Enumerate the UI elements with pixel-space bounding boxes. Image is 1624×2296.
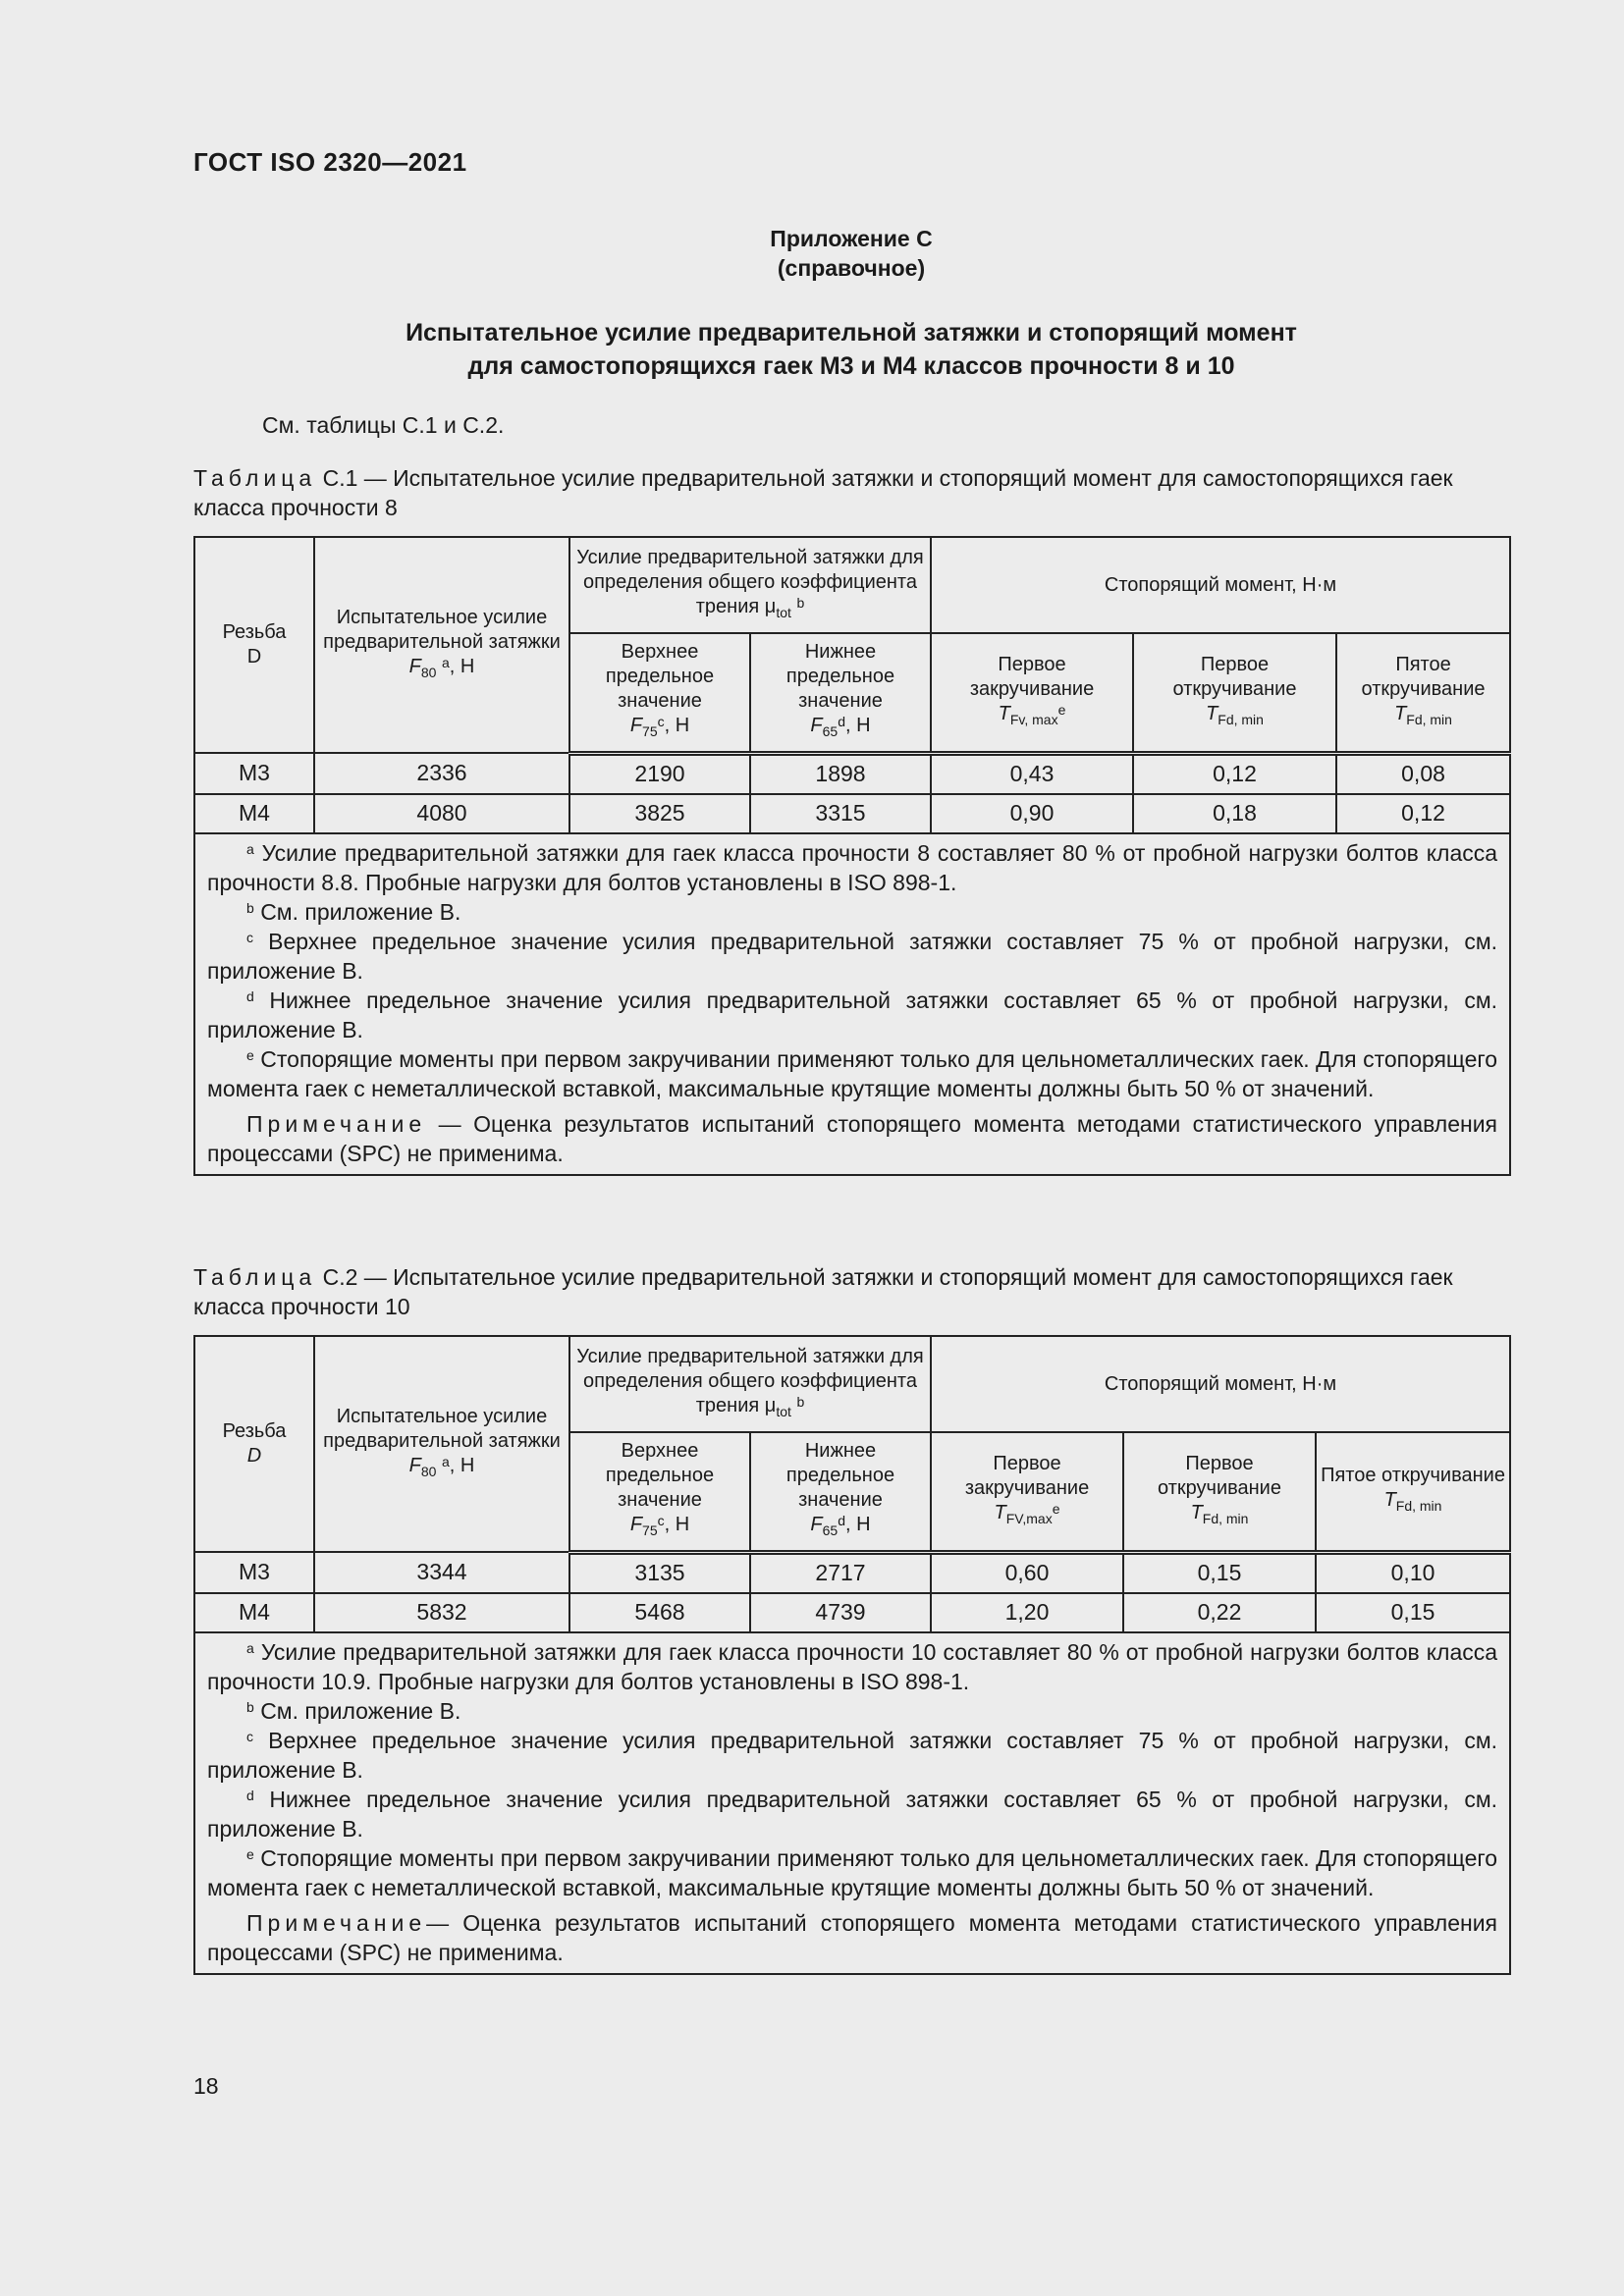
t1-header-thread: Резьба D <box>194 537 314 753</box>
table1-caption <box>193 463 1509 522</box>
t1-header-clamp-force: Усилие предварительной затяжки для определения общего коэффициента трения $\mu_{tot}$ $^b$ <box>569 537 931 633</box>
table-row: М3 2336 2190 1898 0,43 0,12 0,08 <box>194 753 1510 794</box>
table-row: М4 5832 5468 4739 1,20 0,22 0,15 <box>194 1593 1510 1632</box>
appendix-type: (справочное) <box>777 255 926 281</box>
t1-footnotes <box>194 833 1510 1175</box>
footnote-b: $^b$ См. приложение В. <box>246 1697 461 1724</box>
table-row: М4 4080 3825 3315 0,90 0,18 0,12 <box>194 794 1510 833</box>
t1-header-proof-load: Испытательное усилие предварительной затяжки $F_{80}$ $^a$, Н <box>314 537 569 753</box>
t2-header-thread: Резьба D <box>194 1336 314 1552</box>
t2-header-fifth-off: Пятое откручивание $T_{Fd, min}$ <box>1316 1432 1510 1552</box>
footnote-d: $^d$ Нижнее предельное значение усилия предварительной затяжки составляет 65 % от пробной нагрузки, см. приложение В. <box>207 1786 1498 1842</box>
see-tables-text: См. таблицы С.1 и С.2. <box>262 412 505 438</box>
table2-caption-word: Таблица <box>193 1264 317 1290</box>
page-number: 18 <box>193 2073 219 2099</box>
table-row: М3 3344 3135 2717 0,60 0,15 0,10 <box>194 1552 1510 1593</box>
table1 <box>193 536 1511 1176</box>
t1-header-lower: Нижнее предельное значение $F_{65}^d$, Н <box>750 633 931 753</box>
footnote-e: $^e$ Стопорящие моменты при первом закручивании применяют только для цельнометаллических гаек. Для стопорящего момента гаек с неметаллической вставкой, максимальные крутящие моменты должны быть 50 % от значений. <box>207 1844 1498 1900</box>
title-line-2: для самостопорящихся гаек М3 и М4 классов прочности 8 и 10 <box>467 352 1235 380</box>
t2-header-prevailing-torque: Стопорящий момент, Н·м <box>931 1336 1510 1432</box>
footnote-a: $^a$ Усилие предварительной затяжки для гаек класса прочности 8 составляет 80 % от пробной нагрузки болтов класса прочности 8.8. Пробные нагрузки для болтов установлены в ISO 898-1. <box>207 839 1498 895</box>
footnote-c: $^c$ Верхнее предельное значение усилия предварительной затяжки составляет 75 % от пробной нагрузки, см. приложение В. <box>207 928 1498 984</box>
t2-footnotes <box>194 1632 1510 1974</box>
table1-caption-text: С.1 — Испытательное усилие предварительной затяжки и стопорящий момент для самостопорящихся гаек класса прочности 8 <box>193 465 1453 520</box>
t1-header-fifth-off: Пятое откручивание $T_{Fd, min}$ <box>1336 633 1510 753</box>
t2-header-upper: Верхнее предельное значение $F_{75}^c$, Н <box>569 1432 750 1552</box>
t1-header-prevailing-torque: Стопорящий момент, Н·м <box>931 537 1510 633</box>
footnote-a: $^a$ Усилие предварительной затяжки для гаек класса прочности 10 составляет 80 % от пробной нагрузки болтов класса прочности 10.9. Пробные нагрузки для болтов установлены в ISO 898-1. <box>207 1638 1498 1694</box>
footnote-d: $^d$ Нижнее предельное значение усилия предварительной затяжки составляет 65 % от пробной нагрузки, см. приложение В. <box>207 987 1498 1042</box>
t2-header-lower: Нижнее предельное значение $F_{65}^d$, Н <box>750 1432 931 1552</box>
table2-caption-text: С.2 — Испытательное усилие предварительной затяжки и стопорящий момент для самостопорящихся гаек класса прочности 10 <box>193 1264 1453 1319</box>
table2-caption <box>193 1262 1509 1321</box>
table1-caption-word: Таблица <box>193 465 317 491</box>
t2-header-proof-load: Испытательное усилие предварительной затяжки $F_{80}$ $^a$, Н <box>314 1336 569 1552</box>
document-code: ГОСТ ISO 2320—2021 <box>193 147 467 177</box>
footnote-b: $^b$ См. приложение В. <box>246 898 461 925</box>
t1-header-first-on: Первое закручивание $T_{Fv, max}^e$ <box>931 633 1133 753</box>
appendix-heading <box>193 224 1509 283</box>
title-line-1: Испытательное усилие предварительной затяжки и стопорящий момент <box>406 319 1297 347</box>
appendix-title <box>193 316 1509 383</box>
t1-header-first-off: Первое откручивание $T_{Fd, min}$ <box>1133 633 1336 753</box>
table2 <box>193 1335 1511 1975</box>
footnote-c: $^c$ Верхнее предельное значение усилия предварительной затяжки составляет 75 % от пробной нагрузки, см. приложение В. <box>207 1727 1498 1783</box>
t2-header-clamp-force: Усилие предварительной затяжки для определения общего коэффициента трения $\mu_{tot}$ $^b$ <box>569 1336 931 1432</box>
t1-header-upper: Верхнее предельное значение $F_{75}^c$, Н <box>569 633 750 753</box>
footnote-e: $^e$ Стопорящие моменты при первом закручивании применяют только для цельнометаллических гаек. Для стопорящего момента гаек с неметаллической вставкой, максимальные крутящие моменты должны быть 50 % от значений. <box>207 1045 1498 1101</box>
t2-header-first-on: Первое закручивание $T_{FV,max}^e$ <box>931 1432 1123 1552</box>
table-note: Примечание — Оценка результатов испытаний стопорящего момента методами статистического управления процессами (SPC) не применима. <box>207 1110 1498 1166</box>
appendix-label: Приложение С <box>770 226 933 251</box>
table-note: Примечание— Оценка результатов испытаний стопорящего момента методами статистического управления процессами (SPC) не применима. <box>207 1909 1498 1965</box>
t2-header-first-off: Первое откручивание $T_{Fd, min}$ <box>1123 1432 1316 1552</box>
